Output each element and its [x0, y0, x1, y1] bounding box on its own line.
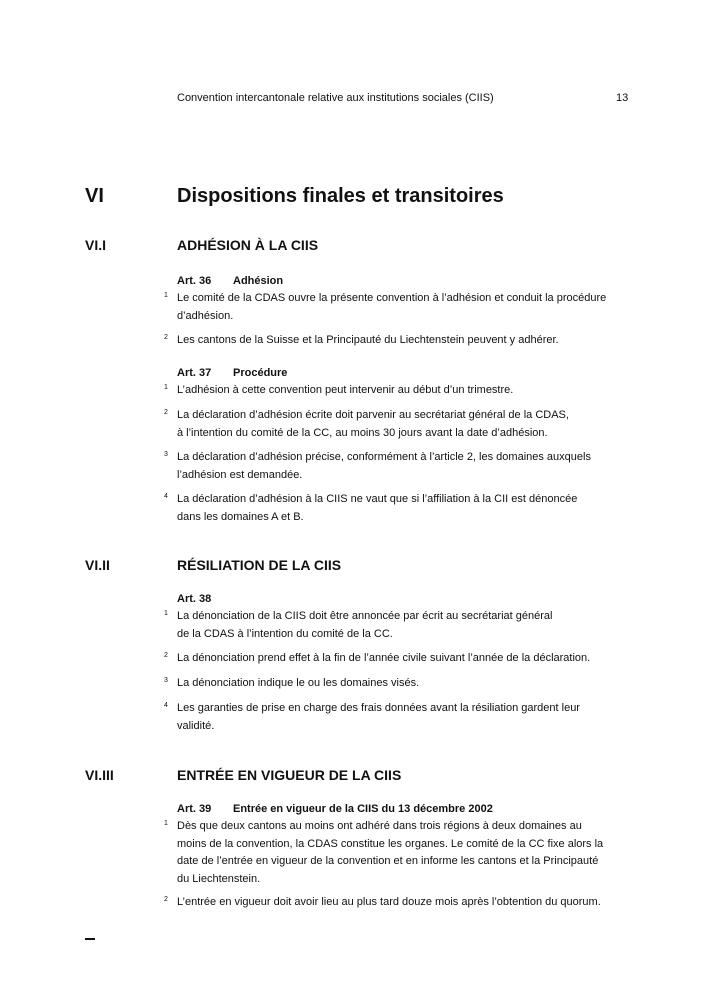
article-paragraph — [164, 650, 634, 668]
paragraph-number: 2 — [164, 334, 168, 341]
paragraph-line: Le comité de la CDAS ouvre la présente convention à l’adhésion et conduit la procédure — [177, 292, 607, 304]
paragraph-number: 4 — [164, 702, 168, 709]
paragraph-line: Dès que deux cantons au moins ont adhéré dans trois régions à deux domaines au — [177, 820, 582, 832]
section-number: VI.III — [85, 767, 114, 783]
page-number: 13 — [616, 92, 629, 104]
paragraph-line: à l’intention du comité de la CC, au moins 30 jours avant la date d’adhésion. — [177, 426, 548, 439]
paragraph-line: La dénonciation de la CIIS doit être annoncée par écrit au secrétariat général — [177, 610, 553, 622]
section-title: RÉSILIATION DE LA CIIS — [177, 557, 342, 573]
paragraph-line: La dénonciation indique le ou les domaines visés. — [177, 677, 420, 689]
article-paragraph — [164, 894, 634, 912]
paragraph-number: 3 — [164, 451, 168, 458]
article-paragraph — [164, 491, 634, 526]
article-paragraph — [164, 332, 634, 350]
article-title: Procédure — [233, 367, 288, 379]
paragraph-number: 1 — [164, 292, 168, 299]
paragraph-line: l’adhésion est demandée. — [177, 468, 303, 481]
article-paragraph — [164, 608, 634, 643]
paragraph-line: date de l’entrée en vigueur de la convention et en informe les cantons et la Principauté — [177, 855, 599, 867]
section-number: VI.II — [85, 557, 110, 573]
paragraph-line: La dénonciation prend effet à la fin de l’année civile suivant l’année de la déclaration. — [177, 652, 591, 664]
paragraph-line: du Liechtenstein. — [177, 872, 261, 885]
paragraph-line: moins de la convention, la CDAS constitue les organes. Le comité de la CC fixe alors la — [177, 837, 604, 850]
article-paragraph — [164, 818, 634, 888]
article-paragraph — [164, 675, 634, 693]
article-paragraph — [164, 290, 634, 325]
section-title: ENTRÉE EN VIGUEUR DE LA CIIS — [177, 767, 402, 783]
article-number: Art. 37 — [177, 367, 212, 379]
article-paragraph — [164, 407, 634, 442]
article-title: Adhésion — [233, 275, 284, 287]
paragraph-number: 2 — [164, 409, 168, 416]
paragraph-line: La déclaration d’adhésion écrite doit parvenir au secrétariat général de la CDAS, — [177, 409, 569, 421]
article-paragraph — [164, 382, 634, 400]
article-number: Art. 36 — [177, 275, 212, 287]
paragraph-number: 1 — [164, 820, 168, 827]
section-title: ADHÉSION À LA CIIS — [177, 237, 319, 253]
paragraph-line: validité. — [177, 719, 215, 732]
paragraph-number: 1 — [164, 610, 168, 617]
article-title: Entrée en vigueur de la CIIS du 13 décembre 2002 — [233, 803, 493, 815]
paragraph-line: L’entrée en vigueur doit avoir lieu au plus tard douze mois après l’obtention du quorum. — [177, 896, 601, 908]
paragraph-line: d’adhésion. — [177, 309, 234, 322]
article-paragraph — [164, 449, 634, 484]
paragraph-number: 4 — [164, 493, 168, 500]
paragraph-line: de la CDAS à l’intention du comité de la CC. — [177, 627, 393, 640]
article-paragraph — [164, 700, 634, 735]
chapter-number: VI — [85, 185, 104, 207]
article-number: Art. 39 — [177, 803, 212, 815]
paragraph-number: 1 — [164, 384, 168, 391]
paragraph-line: La déclaration d’adhésion précise, conformément à l’article 2, les domaines auxquels — [177, 451, 591, 463]
paragraph-line: Les cantons de la Suisse et la Principauté du Liechtenstein peuvent y adhérer. — [177, 334, 559, 346]
paragraph-number: 2 — [164, 652, 168, 659]
running-header: Convention intercantonale relative aux institutions sociales (CIIS) — [177, 92, 494, 104]
footer-dash — [85, 938, 95, 940]
paragraph-line: Les garanties de prise en charge des frais données avant la résiliation gardent leur — [177, 702, 580, 714]
chapter-title: Dispositions finales et transitoires — [177, 185, 504, 207]
section-number: VI.I — [85, 237, 107, 253]
paragraph-line: L’adhésion à cette convention peut intervenir au début d’un trimestre. — [177, 384, 514, 396]
paragraph-number: 3 — [164, 677, 168, 684]
paragraph-number: 2 — [164, 896, 168, 903]
paragraph-line: dans les domaines A et B. — [177, 510, 304, 523]
paragraph-line: La déclaration d’adhésion à la CIIS ne vaut que si l’affiliation à la CII est dénoncée — [177, 493, 578, 505]
article-number: Art. 38 — [177, 593, 212, 605]
